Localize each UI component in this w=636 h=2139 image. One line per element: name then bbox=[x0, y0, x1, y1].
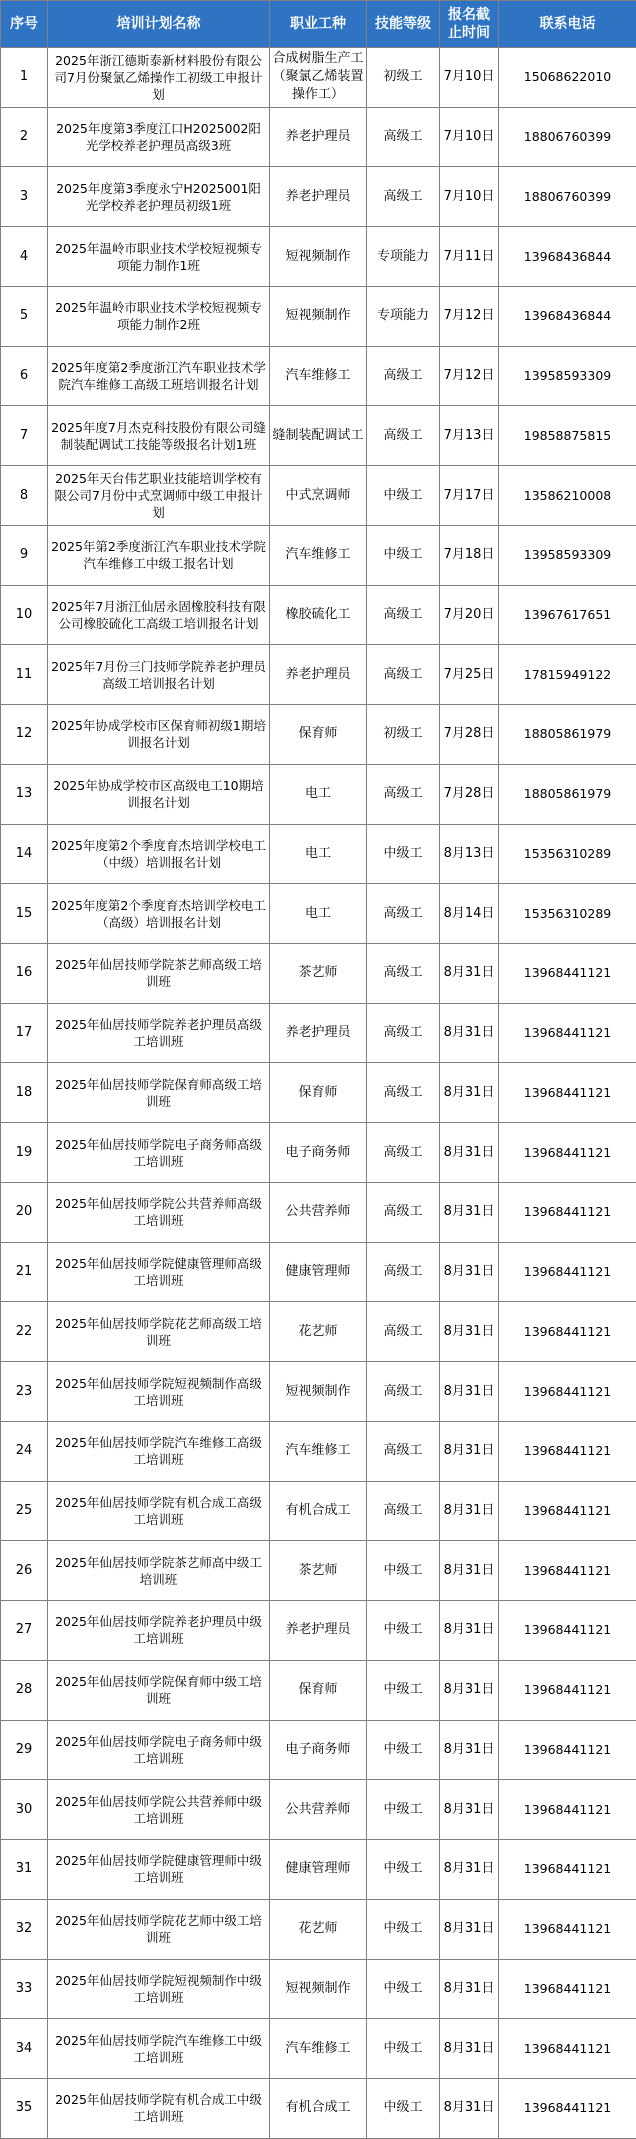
cell-occupation: 电子商务师 bbox=[270, 1720, 367, 1780]
cell-deadline: 8月31日 bbox=[440, 1959, 499, 2019]
cell-skill-level: 高级工 bbox=[367, 944, 440, 1004]
cell-occupation: 汽车维修工 bbox=[270, 1421, 367, 1481]
cell-deadline: 8月14日 bbox=[440, 884, 499, 944]
table-body bbox=[1, 48, 636, 2139]
cell-deadline: 7月12日 bbox=[440, 286, 499, 346]
cell-phone: 13968441121 bbox=[499, 1362, 636, 1422]
cell-phone: 13968441121 bbox=[499, 1959, 636, 2019]
cell-plan-name: 2025年协成学校市区高级电工10期培训报名计划 bbox=[48, 764, 270, 824]
header-plan-name: 培训计划名称 bbox=[48, 1, 270, 48]
cell-skill-level: 中级工 bbox=[367, 1720, 440, 1780]
cell-occupation: 有机合成工 bbox=[270, 2078, 367, 2138]
cell-deadline: 8月31日 bbox=[440, 1541, 499, 1601]
cell-occupation: 汽车维修工 bbox=[270, 346, 367, 406]
table-row bbox=[1, 1063, 636, 1123]
cell-deadline: 7月17日 bbox=[440, 466, 499, 526]
cell-plan-name: 2025年7月浙江仙居永固橡胶科技有限公司橡胶硫化工高级工培训报名计划 bbox=[48, 585, 270, 645]
table-row bbox=[1, 884, 636, 944]
cell-phone: 13968441121 bbox=[499, 1182, 636, 1242]
table-row bbox=[1, 1840, 636, 1900]
cell-index: 1 bbox=[1, 48, 48, 108]
cell-phone: 13968441121 bbox=[499, 1720, 636, 1780]
header-skill-level: 技能等级 bbox=[367, 1, 440, 48]
cell-index: 20 bbox=[1, 1182, 48, 1242]
table-row bbox=[1, 48, 636, 108]
cell-plan-name: 2025年仙居技师学院健康管理师中级工培训班 bbox=[48, 1840, 270, 1900]
cell-phone: 15068622010 bbox=[499, 48, 636, 108]
cell-deadline: 7月25日 bbox=[440, 645, 499, 705]
cell-skill-level: 高级工 bbox=[367, 1063, 440, 1123]
cell-skill-level: 高级工 bbox=[367, 645, 440, 705]
cell-deadline: 8月31日 bbox=[440, 1601, 499, 1661]
cell-occupation: 茶艺师 bbox=[270, 944, 367, 1004]
cell-deadline: 7月13日 bbox=[440, 406, 499, 466]
table-row bbox=[1, 525, 636, 585]
cell-occupation: 养老护理员 bbox=[270, 1003, 367, 1063]
cell-occupation: 养老护理员 bbox=[270, 107, 367, 167]
cell-skill-level: 高级工 bbox=[367, 1123, 440, 1183]
cell-phone: 13586210008 bbox=[499, 466, 636, 526]
cell-plan-name: 2025年仙居技师学院茶艺师高中级工培训班 bbox=[48, 1541, 270, 1601]
cell-plan-name: 2025年度第3季度永宁H2025001阳光学校养老护理员初级1班 bbox=[48, 167, 270, 227]
cell-plan-name: 2025年仙居技师学院养老护理员中级工培训班 bbox=[48, 1601, 270, 1661]
cell-plan-name: 2025年仙居技师学院养老护理员高级工培训班 bbox=[48, 1003, 270, 1063]
cell-deadline: 8月31日 bbox=[440, 1242, 499, 1302]
cell-index: 22 bbox=[1, 1302, 48, 1362]
cell-phone: 13968441121 bbox=[499, 1780, 636, 1840]
cell-deadline: 8月31日 bbox=[440, 1182, 499, 1242]
cell-occupation: 合成树脂生产工（聚氯乙烯装置操作工） bbox=[270, 48, 367, 108]
cell-index: 5 bbox=[1, 286, 48, 346]
cell-skill-level: 高级工 bbox=[367, 1302, 440, 1362]
cell-deadline: 7月10日 bbox=[440, 167, 499, 227]
table-row bbox=[1, 346, 636, 406]
cell-deadline: 8月31日 bbox=[440, 1362, 499, 1422]
cell-phone: 13967617651 bbox=[499, 585, 636, 645]
cell-phone: 13968441121 bbox=[499, 1302, 636, 1362]
cell-index: 31 bbox=[1, 1840, 48, 1900]
cell-index: 3 bbox=[1, 167, 48, 227]
cell-skill-level: 中级工 bbox=[367, 1840, 440, 1900]
cell-skill-level: 中级工 bbox=[367, 525, 440, 585]
table-row bbox=[1, 824, 636, 884]
table-row bbox=[1, 1302, 636, 1362]
cell-skill-level: 中级工 bbox=[367, 824, 440, 884]
cell-deadline: 8月31日 bbox=[440, 944, 499, 1004]
cell-skill-level: 高级工 bbox=[367, 1242, 440, 1302]
table-row bbox=[1, 1123, 636, 1183]
table-row bbox=[1, 944, 636, 1004]
cell-skill-level: 高级工 bbox=[367, 1182, 440, 1242]
table-row bbox=[1, 1242, 636, 1302]
cell-occupation: 缝制装配调试工 bbox=[270, 406, 367, 466]
cell-plan-name: 2025年7月份三门技师学院养老护理员高级工培训报名计划 bbox=[48, 645, 270, 705]
cell-skill-level: 高级工 bbox=[367, 346, 440, 406]
cell-phone: 13968441121 bbox=[499, 2019, 636, 2079]
cell-occupation: 养老护理员 bbox=[270, 1601, 367, 1661]
table-row bbox=[1, 1959, 636, 2019]
cell-plan-name: 2025年度第3季度江口H2025002阳光学校养老护理员高级3班 bbox=[48, 107, 270, 167]
cell-phone: 13968441121 bbox=[499, 1421, 636, 1481]
cell-skill-level: 高级工 bbox=[367, 406, 440, 466]
cell-skill-level: 中级工 bbox=[367, 466, 440, 526]
table-row bbox=[1, 1003, 636, 1063]
cell-index: 27 bbox=[1, 1601, 48, 1661]
cell-plan-name: 2025年仙居技师学院电子商务师高级工培训班 bbox=[48, 1123, 270, 1183]
cell-skill-level: 高级工 bbox=[367, 1362, 440, 1422]
cell-deadline: 7月18日 bbox=[440, 525, 499, 585]
cell-phone: 13968441121 bbox=[499, 1660, 636, 1720]
table-row bbox=[1, 286, 636, 346]
cell-deadline: 8月31日 bbox=[440, 1123, 499, 1183]
cell-index: 10 bbox=[1, 585, 48, 645]
cell-occupation: 茶艺师 bbox=[270, 1541, 367, 1601]
cell-skill-level: 初级工 bbox=[367, 48, 440, 108]
cell-plan-name: 2025年温岭市职业技术学校短视频专项能力制作2班 bbox=[48, 286, 270, 346]
table-row bbox=[1, 2078, 636, 2138]
cell-occupation: 电工 bbox=[270, 764, 367, 824]
cell-plan-name: 2025年仙居技师学院茶艺师高级工培训班 bbox=[48, 944, 270, 1004]
cell-plan-name: 2025年浙江德斯泰新材料股份有限公司7月份聚氯乙烯操作工初级工申报计划 bbox=[48, 48, 270, 108]
cell-occupation: 电子商务师 bbox=[270, 1123, 367, 1183]
cell-occupation: 短视频制作 bbox=[270, 286, 367, 346]
cell-skill-level: 中级工 bbox=[367, 1959, 440, 2019]
header-occupation: 职业工种 bbox=[270, 1, 367, 48]
cell-phone: 13968441121 bbox=[499, 1123, 636, 1183]
header-index: 序号 bbox=[1, 1, 48, 48]
cell-plan-name: 2025年仙居技师学院公共营养师中级工培训班 bbox=[48, 1780, 270, 1840]
cell-skill-level: 高级工 bbox=[367, 107, 440, 167]
cell-index: 2 bbox=[1, 107, 48, 167]
cell-deadline: 7月28日 bbox=[440, 764, 499, 824]
cell-index: 35 bbox=[1, 2078, 48, 2138]
table-row bbox=[1, 1780, 636, 1840]
cell-occupation: 中式烹调师 bbox=[270, 466, 367, 526]
table-row bbox=[1, 1601, 636, 1661]
table-row bbox=[1, 1182, 636, 1242]
cell-skill-level: 高级工 bbox=[367, 1481, 440, 1541]
cell-deadline: 7月11日 bbox=[440, 227, 499, 287]
cell-phone: 13968441121 bbox=[499, 1601, 636, 1661]
cell-deadline: 8月31日 bbox=[440, 1421, 499, 1481]
cell-plan-name: 2025年仙居技师学院电子商务师中级工培训班 bbox=[48, 1720, 270, 1780]
cell-occupation: 有机合成工 bbox=[270, 1481, 367, 1541]
table-row bbox=[1, 1481, 636, 1541]
cell-deadline: 8月31日 bbox=[440, 1720, 499, 1780]
cell-phone: 18805861979 bbox=[499, 705, 636, 765]
cell-deadline: 7月20日 bbox=[440, 585, 499, 645]
cell-phone: 15356310289 bbox=[499, 884, 636, 944]
cell-occupation: 汽车维修工 bbox=[270, 525, 367, 585]
cell-index: 18 bbox=[1, 1063, 48, 1123]
cell-plan-name: 2025年仙居技师学院保育师高级工培训班 bbox=[48, 1063, 270, 1123]
cell-index: 11 bbox=[1, 645, 48, 705]
table-row bbox=[1, 1421, 636, 1481]
cell-deadline: 8月31日 bbox=[440, 1302, 499, 1362]
cell-phone: 13968441121 bbox=[499, 1242, 636, 1302]
cell-index: 23 bbox=[1, 1362, 48, 1422]
cell-phone: 13958593309 bbox=[499, 525, 636, 585]
cell-deadline: 8月31日 bbox=[440, 2078, 499, 2138]
cell-plan-name: 2025年仙居技师学院汽车维修工中级工培训班 bbox=[48, 2019, 270, 2079]
cell-plan-name: 2025年仙居技师学院有机合成工高级工培训班 bbox=[48, 1481, 270, 1541]
cell-phone: 13968441121 bbox=[499, 2078, 636, 2138]
cell-occupation: 养老护理员 bbox=[270, 167, 367, 227]
cell-skill-level: 中级工 bbox=[367, 1601, 440, 1661]
cell-occupation: 健康管理师 bbox=[270, 1840, 367, 1900]
cell-index: 4 bbox=[1, 227, 48, 287]
cell-phone: 13968441121 bbox=[499, 1840, 636, 1900]
cell-index: 16 bbox=[1, 944, 48, 1004]
cell-phone: 13958593309 bbox=[499, 346, 636, 406]
table-row bbox=[1, 1362, 636, 1422]
cell-index: 19 bbox=[1, 1123, 48, 1183]
cell-plan-name: 2025年仙居技师学院保育师中级工培训班 bbox=[48, 1660, 270, 1720]
cell-skill-level: 高级工 bbox=[367, 764, 440, 824]
cell-occupation: 养老护理员 bbox=[270, 645, 367, 705]
cell-deadline: 8月31日 bbox=[440, 1063, 499, 1123]
table-row bbox=[1, 1899, 636, 1959]
cell-plan-name: 2025年仙居技师学院短视频制作高级工培训班 bbox=[48, 1362, 270, 1422]
cell-skill-level: 高级工 bbox=[367, 167, 440, 227]
cell-skill-level: 专项能力 bbox=[367, 286, 440, 346]
cell-index: 9 bbox=[1, 525, 48, 585]
cell-phone: 13968441121 bbox=[499, 1899, 636, 1959]
table-row bbox=[1, 705, 636, 765]
cell-plan-name: 2025年度7月杰克科技股份有限公司缝制装配调试工技能等级报名计划1班 bbox=[48, 406, 270, 466]
cell-occupation: 保育师 bbox=[270, 705, 367, 765]
cell-deadline: 7月28日 bbox=[440, 705, 499, 765]
table-row bbox=[1, 585, 636, 645]
cell-plan-name: 2025年第2季度浙江汽车职业技术学院汽车维修工中级工报名计划 bbox=[48, 525, 270, 585]
cell-index: 6 bbox=[1, 346, 48, 406]
cell-index: 33 bbox=[1, 1959, 48, 2019]
cell-phone: 13968441121 bbox=[499, 1003, 636, 1063]
cell-plan-name: 2025年度第2个季度育杰培训学校电工（中级）培训报名计划 bbox=[48, 824, 270, 884]
cell-plan-name: 2025年协成学校市区保育师初级1期培训报名计划 bbox=[48, 705, 270, 765]
cell-plan-name: 2025年温岭市职业技术学校短视频专项能力制作1班 bbox=[48, 227, 270, 287]
cell-phone: 13968436844 bbox=[499, 227, 636, 287]
cell-deadline: 7月10日 bbox=[440, 107, 499, 167]
cell-index: 32 bbox=[1, 1899, 48, 1959]
cell-occupation: 电工 bbox=[270, 824, 367, 884]
cell-skill-level: 高级工 bbox=[367, 585, 440, 645]
cell-plan-name: 2025年度第2季度浙江汽车职业技术学院汽车维修工高级工班培训报名计划 bbox=[48, 346, 270, 406]
table-row bbox=[1, 466, 636, 526]
cell-occupation: 花艺师 bbox=[270, 1302, 367, 1362]
cell-index: 14 bbox=[1, 824, 48, 884]
cell-index: 8 bbox=[1, 466, 48, 526]
table-row bbox=[1, 227, 636, 287]
cell-plan-name: 2025年仙居技师学院花艺师高级工培训班 bbox=[48, 1302, 270, 1362]
cell-occupation: 保育师 bbox=[270, 1063, 367, 1123]
cell-occupation: 短视频制作 bbox=[270, 1362, 367, 1422]
cell-deadline: 8月31日 bbox=[440, 1481, 499, 1541]
table-header bbox=[1, 1, 636, 48]
cell-skill-level: 专项能力 bbox=[367, 227, 440, 287]
cell-phone: 13968441121 bbox=[499, 1541, 636, 1601]
cell-occupation: 短视频制作 bbox=[270, 227, 367, 287]
cell-phone: 18806760399 bbox=[499, 107, 636, 167]
header-phone: 联系电话 bbox=[499, 1, 636, 48]
cell-plan-name: 2025年仙居技师学院健康管理师高级工培训班 bbox=[48, 1242, 270, 1302]
cell-index: 29 bbox=[1, 1720, 48, 1780]
cell-plan-name: 2025年仙居技师学院短视频制作中级工培训班 bbox=[48, 1959, 270, 2019]
cell-skill-level: 中级工 bbox=[367, 1899, 440, 1959]
cell-deadline: 8月31日 bbox=[440, 1899, 499, 1959]
cell-index: 13 bbox=[1, 764, 48, 824]
cell-deadline: 8月31日 bbox=[440, 1660, 499, 1720]
cell-phone: 13968441121 bbox=[499, 1063, 636, 1123]
cell-plan-name: 2025年仙居技师学院汽车维修工高级工培训班 bbox=[48, 1421, 270, 1481]
cell-deadline: 8月31日 bbox=[440, 1780, 499, 1840]
cell-deadline: 7月12日 bbox=[440, 346, 499, 406]
cell-occupation: 公共营养师 bbox=[270, 1780, 367, 1840]
cell-occupation: 保育师 bbox=[270, 1660, 367, 1720]
cell-plan-name: 2025年仙居技师学院公共营养师高级工培训班 bbox=[48, 1182, 270, 1242]
cell-plan-name: 2025年度第2个季度育杰培训学校电工（高级）培训报名计划 bbox=[48, 884, 270, 944]
cell-occupation: 短视频制作 bbox=[270, 1959, 367, 2019]
cell-occupation: 健康管理师 bbox=[270, 1242, 367, 1302]
cell-deadline: 8月13日 bbox=[440, 824, 499, 884]
cell-phone: 13968441121 bbox=[499, 944, 636, 1004]
cell-index: 24 bbox=[1, 1421, 48, 1481]
cell-index: 7 bbox=[1, 406, 48, 466]
cell-skill-level: 中级工 bbox=[367, 1660, 440, 1720]
cell-index: 25 bbox=[1, 1481, 48, 1541]
header-deadline: 报名截止时间 bbox=[440, 1, 499, 48]
cell-phone: 19858875815 bbox=[499, 406, 636, 466]
cell-skill-level: 中级工 bbox=[367, 2019, 440, 2079]
cell-skill-level: 高级工 bbox=[367, 884, 440, 944]
cell-plan-name: 2025年天台伟艺职业技能培训学校有限公司7月份中式烹调师中级工申报计划 bbox=[48, 466, 270, 526]
table-row bbox=[1, 764, 636, 824]
cell-skill-level: 中级工 bbox=[367, 1780, 440, 1840]
cell-phone: 17815949122 bbox=[499, 645, 636, 705]
cell-occupation: 花艺师 bbox=[270, 1899, 367, 1959]
cell-index: 28 bbox=[1, 1660, 48, 1720]
table-row bbox=[1, 167, 636, 227]
table-row bbox=[1, 107, 636, 167]
cell-phone: 18805861979 bbox=[499, 764, 636, 824]
cell-index: 17 bbox=[1, 1003, 48, 1063]
cell-skill-level: 中级工 bbox=[367, 1541, 440, 1601]
cell-index: 21 bbox=[1, 1242, 48, 1302]
cell-occupation: 公共营养师 bbox=[270, 1182, 367, 1242]
cell-occupation: 汽车维修工 bbox=[270, 2019, 367, 2079]
header-row bbox=[1, 1, 636, 48]
cell-phone: 13968441121 bbox=[499, 1481, 636, 1541]
cell-phone: 18806760399 bbox=[499, 167, 636, 227]
cell-phone: 13968436844 bbox=[499, 286, 636, 346]
cell-skill-level: 初级工 bbox=[367, 705, 440, 765]
cell-deadline: 8月31日 bbox=[440, 2019, 499, 2079]
table-row bbox=[1, 1720, 636, 1780]
table-row bbox=[1, 1660, 636, 1720]
cell-occupation: 电工 bbox=[270, 884, 367, 944]
cell-plan-name: 2025年仙居技师学院花艺师中级工培训班 bbox=[48, 1899, 270, 1959]
cell-index: 26 bbox=[1, 1541, 48, 1601]
table-row bbox=[1, 406, 636, 466]
cell-index: 30 bbox=[1, 1780, 48, 1840]
table-row bbox=[1, 1541, 636, 1601]
cell-index: 34 bbox=[1, 2019, 48, 2079]
cell-skill-level: 中级工 bbox=[367, 2078, 440, 2138]
cell-plan-name: 2025年仙居技师学院有机合成工中级工培训班 bbox=[48, 2078, 270, 2138]
cell-deadline: 8月31日 bbox=[440, 1840, 499, 1900]
table-row bbox=[1, 2019, 636, 2079]
cell-phone: 15356310289 bbox=[499, 824, 636, 884]
cell-index: 12 bbox=[1, 705, 48, 765]
cell-deadline: 8月31日 bbox=[440, 1003, 499, 1063]
table-row bbox=[1, 645, 636, 705]
cell-occupation: 橡胶硫化工 bbox=[270, 585, 367, 645]
cell-index: 15 bbox=[1, 884, 48, 944]
cell-deadline: 7月10日 bbox=[440, 48, 499, 108]
cell-skill-level: 高级工 bbox=[367, 1003, 440, 1063]
cell-skill-level: 高级工 bbox=[367, 1421, 440, 1481]
